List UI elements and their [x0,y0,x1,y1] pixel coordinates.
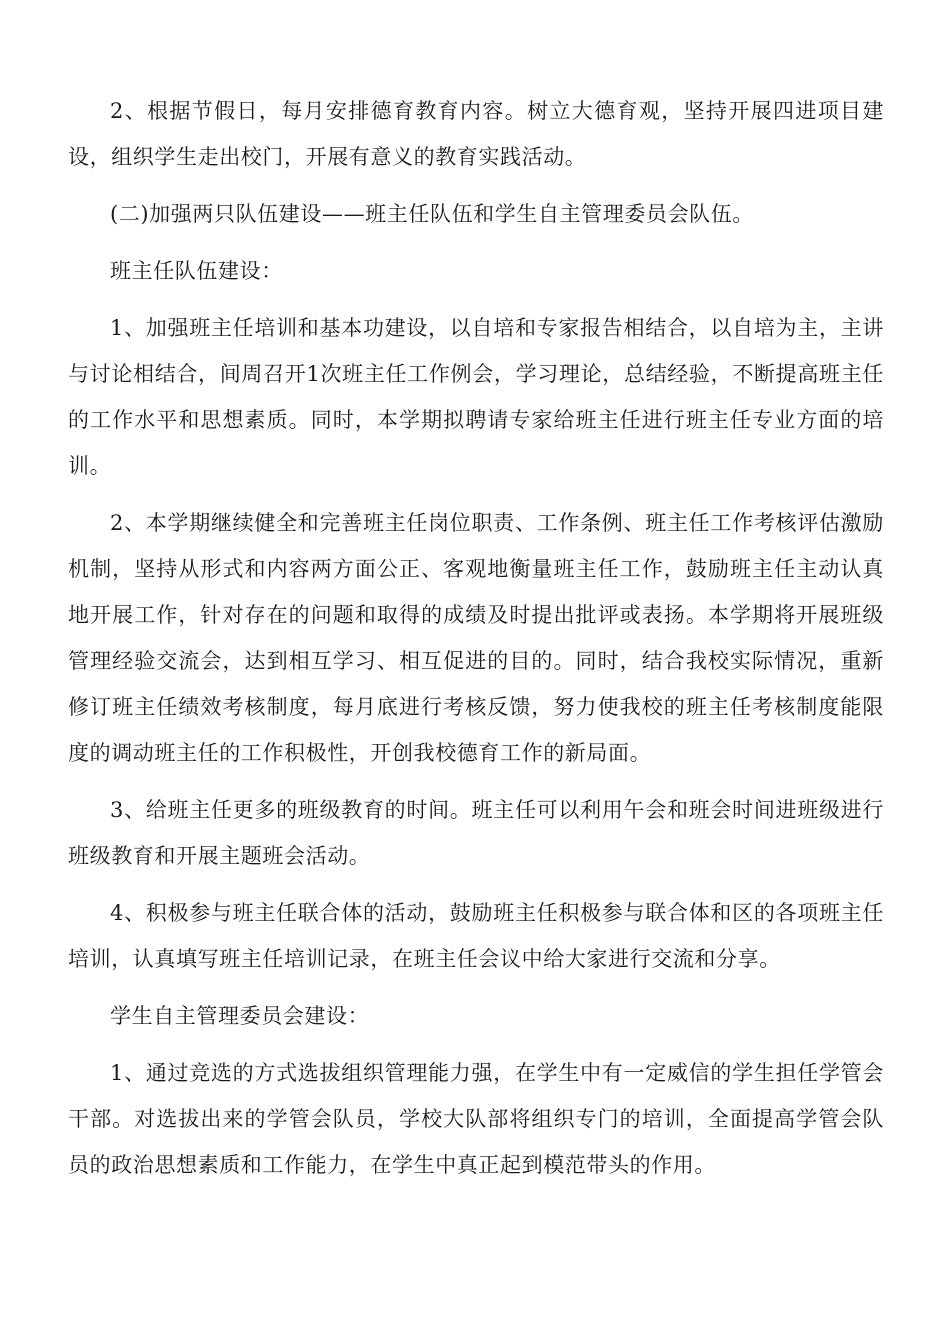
paragraph-election-selection: 1、通过竞选的方式选拔组织管理能力强，在学生中有一定威信的学生担任学管会干部。对选拔出来的学管会队员，学校大队部将组织专门的培训，全面提高学管会队员的政治思想素质和工作能力，在学生中真正起到模范带头的作用。 [68,1061,884,1177]
document-page [68,88,884,1199]
paragraph-class-education-time: 3、给班主任更多的班级教育的时间。班主任可以利用午会和班会时间进班级进行班级教育和开展主题班会活动。 [68,798,884,868]
subheading-head-teacher-team: 班主任队伍建设： [110,259,283,283]
subheading-student-committee: 学生自主管理委员会建设： [110,1004,370,1028]
paragraph-evaluation-mechanism: 2、本学期继续健全和完善班主任岗位职责、工作条例、班主任工作考核评估激励机制，坚持从形式和内容两方面公正、客观地衡量班主任工作，鼓励班主任主动认真地开展工作，针对存在的问题和取得的成绩及时提出批评或表扬。本学期将开展班级管理经验交流会，达到相互学习、相互促进的目的。同时，结合我校实际情况，重新修订班主任绩效考核制度，每月底进行考核反馈，努力使我校的班主任考核制度能限度的调动班主任的工作积极性，开创我校德育工作的新局面。 [68,511,884,765]
paragraph-teacher-training: 1、加强班主任培训和基本功建设，以自培和专家报告相结合，以自培为主，主讲与讨论相结合，间周召开1次班主任工作例会，学习理论，总结经验，不断提高班主任的工作水平和思想素质。同时，本学期拟聘请专家给班主任进行班主任专业方面的培训。 [68,316,884,478]
paragraph-holiday-moral-education: 2、根据节假日，每月安排德育教育内容。树立大德育观，坚持开展四进项目建设，组织学生走出校门，开展有意义的教育实践活动。 [68,99,884,169]
paragraph-joint-activities: 4、积极参与班主任联合体的活动，鼓励班主任积极参与联合体和区的各项班主任培训，认真填写班主任培训记录，在班主任会议中给大家进行交流和分享。 [68,901,884,971]
section-heading-two-teams: (二)加强两只队伍建设——班主任队伍和学生自主管理委员会队伍。 [110,202,754,226]
